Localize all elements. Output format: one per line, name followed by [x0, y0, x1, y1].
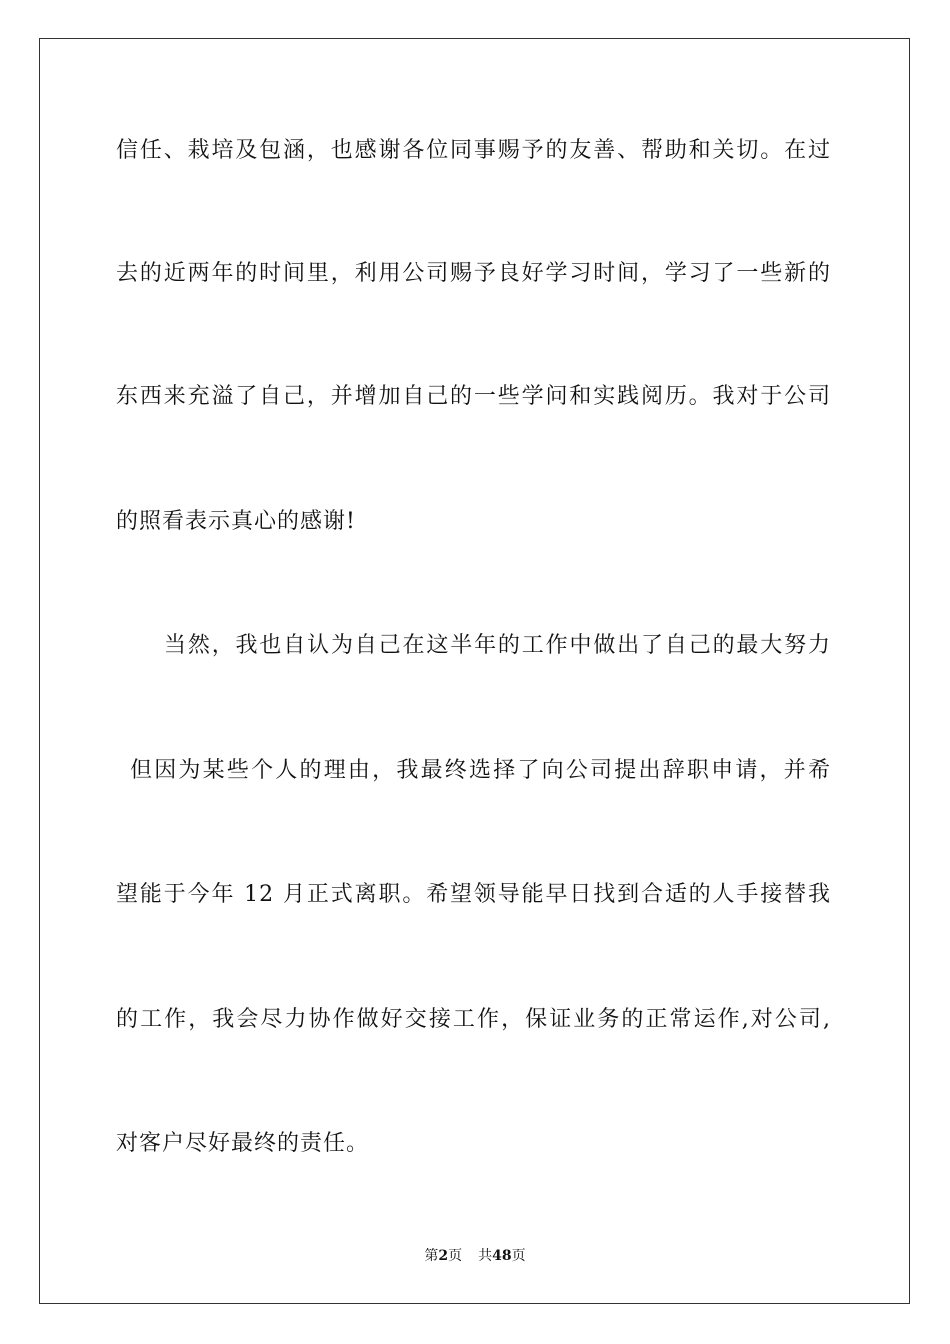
body-text-line-4: 的照看表示真心的感谢! [116, 509, 356, 534]
body-text-line-3: 东西来充溢了自己，并增加自己的一些学问和实践阅历。我对于公司 [116, 384, 831, 409]
body-text-line-9: 对客户尽好最终的责任。 [116, 1131, 370, 1156]
footer-page-prefix: 第 [424, 1248, 439, 1264]
body-text-line-8: 的工作，我会尽力协作做好交接工作，保证业务的正常运作,对公司, [116, 1007, 831, 1032]
footer-page-number: 2 [438, 1248, 449, 1264]
footer-total-prefix: 共 [478, 1248, 493, 1264]
body-text-line-5: 当然，我也自认为自己在这半年的工作中做出了自己的最大努力 [164, 633, 831, 658]
page-footer [0, 1247, 950, 1265]
body-text-line-1: 信任、栽培及包涵，也感谢各位同事赐予的友善、帮助和关切。在过 [116, 138, 831, 163]
footer-total-suffix: 页 [511, 1248, 526, 1264]
body-text-line-6: 但因为某些个人的理由，我最终选择了向公司提出辞职申请，并希 [130, 758, 831, 783]
page-border [39, 38, 910, 1304]
footer-page-suffix: 页 [448, 1248, 463, 1264]
body-text-line-2: 去的近两年的时间里，利用公司赐予良好学习时间，学习了一些新的 [116, 261, 831, 286]
footer-total-number: 48 [492, 1248, 512, 1264]
body-text-line-7: 望能于今年 12 月正式离职。希望领导能早日找到合适的人手接替我 [116, 882, 831, 907]
